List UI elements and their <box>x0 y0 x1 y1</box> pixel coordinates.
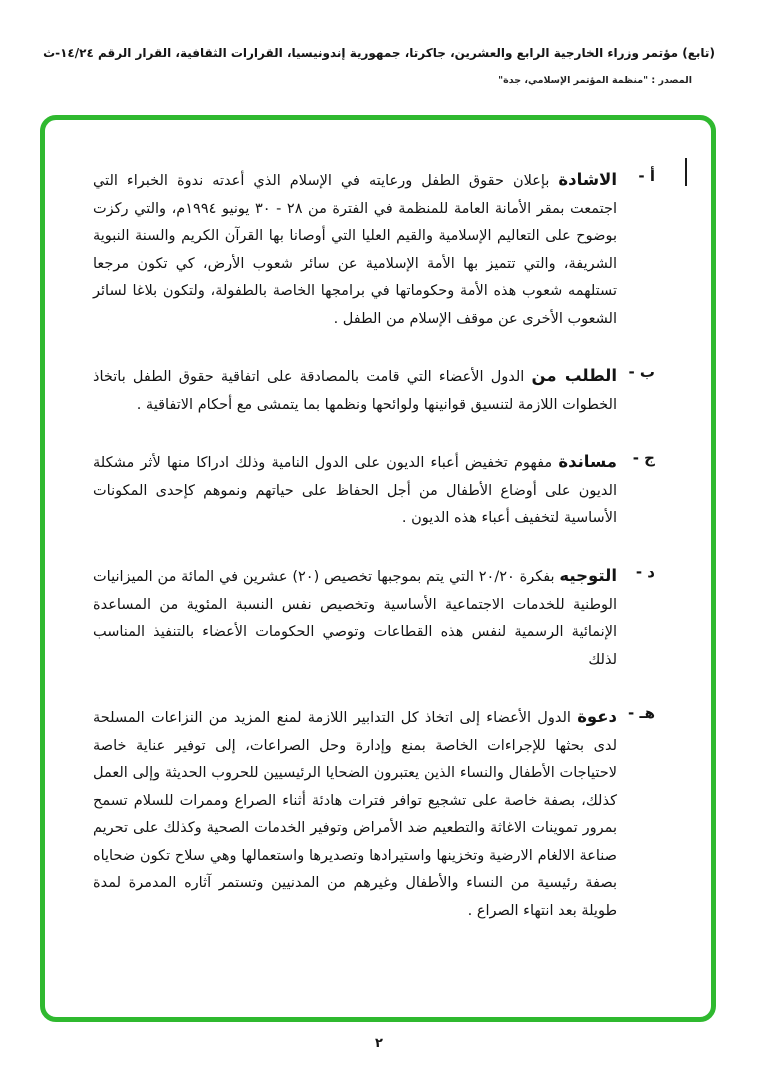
item-marker: د - <box>635 563 655 582</box>
item-text <box>93 701 617 925</box>
item-marker: ب - <box>628 363 655 382</box>
item-body: بإعلان حقوق الطفل ورعايته في الإسلام الذي أعدته ندوة الخبراء التي اجتمعت بمقر الأمانة العامة للمنظمة في الفترة من ٢٨ - ٣٠ يونيو ١٩٩٤م، والتي ركزت بوضوح على التعاليم الإسلامية والقيم العليا التي أوصانا بها القرآن الكريم والسنة النبوية الشريفة، والتي تتميز بها الأمة الإسلامية عن سائر شعوب الأرض، كي تكون مرجعا تستلهمه شعوب هذه الأمة وحكوماتها في برامجها الخاصة بالطفولة، ولتكون بلاغا لسائر الشعوب الأخرى عن موقف الإسلام من الطفل . <box>93 173 617 327</box>
item-text <box>93 360 617 419</box>
item-body: الدول الأعضاء التي قامت بالمصادقة على اتفاقية حقوق الطفل باتخاذ الخطوات اللازمة لتنسيق قوانينها ولوائحها ونظمها بما يتمشى مع أحكام الاتفاقية . <box>93 369 617 413</box>
item-text <box>93 446 617 533</box>
list-item-d <box>93 560 655 674</box>
document-source-line: المصدر : "منظمة المؤتمر الإسلامي، جدة" <box>498 75 692 86</box>
item-body: الدول الأعضاء إلى اتخاذ كل التدابير اللازمة لمنع المزيد من النزاعات المسلحة لدى بحثها للإجراءات الخاصة بمنع وإدارة وحل الصراعات، إلى توفير عناية خاصة لاحتياجات الأطفال والنساء الذين يعتبرون الضحايا الرئيسيين للحروب الحديثة وإلى العمل كذلك، بصفة خاصة على تشجيع توافر فترات هادئة أثناء الصراع وممرات للسلام تسمح بمرور تموينات الاغاثة والتطعيم ضد الأمراض وتوفير الخدمات الصحية وكذلك على تحريم صناعة الالغام الارضية وتخزينها واستيرادها وتصديرها واستعمالها وهي سلاح تكون ضحاياه بصفة رئيسية من النساء والأطفال وغيرهم من المدنيين وتستمر آثاره المدمرة لمدة طويلة بعد انتهاء الصراع . <box>93 710 617 920</box>
scan-margin-mark <box>685 158 687 186</box>
list-item-c <box>93 446 655 533</box>
item-lead: الطلب من <box>531 366 618 386</box>
content-frame <box>40 115 716 1022</box>
item-body: بفكرة ٢٠/٢٠ التي يتم بموجبها تخصيص (٢٠) عشرين في المائة من الميزانيات الوطنية للخدمات الاجتماعية الأساسية وتخصيص نفس النسبة المئوية من المساعدة الإنمائية الرسمية لنفس هذه القطاعات وتوصي الحكومات الأعضاء بالتنفيذ المناسب لذلك <box>93 569 617 668</box>
item-lead: التوجيه <box>559 566 617 586</box>
resolution-clause-list <box>93 164 655 926</box>
document-header-title: (تابع) مؤتمر وزراء الخارجية الرابع والعشرين، جاكرتا، جمهورية إندونيسيا، القرارات الثقافية، القرار الرقم ١٤/٢٤-ث <box>43 46 715 60</box>
list-item-b <box>93 360 655 419</box>
item-marker: هـ - <box>628 704 655 723</box>
item-body: مفهوم تخفيض أعباء الديون على الدول النامية وذلك ادراكا منها لأثر مشكلة الديون على أوضاع الأطفال من أجل الحفاظ على حياتهم ونموهم كإحدى المكونات الأساسية لتخفيف أعباء هذه الديون . <box>93 455 617 527</box>
page-number: ٢ <box>375 1036 383 1051</box>
item-marker: ج - <box>632 449 655 468</box>
item-marker: أ - <box>638 167 655 185</box>
item-lead: دعوة <box>577 707 618 727</box>
item-text <box>93 164 617 333</box>
list-item-a <box>93 164 655 333</box>
item-text <box>93 560 617 674</box>
item-lead: مساندة <box>558 452 618 472</box>
item-lead: الاشادة <box>558 170 617 189</box>
list-item-e <box>93 701 655 925</box>
